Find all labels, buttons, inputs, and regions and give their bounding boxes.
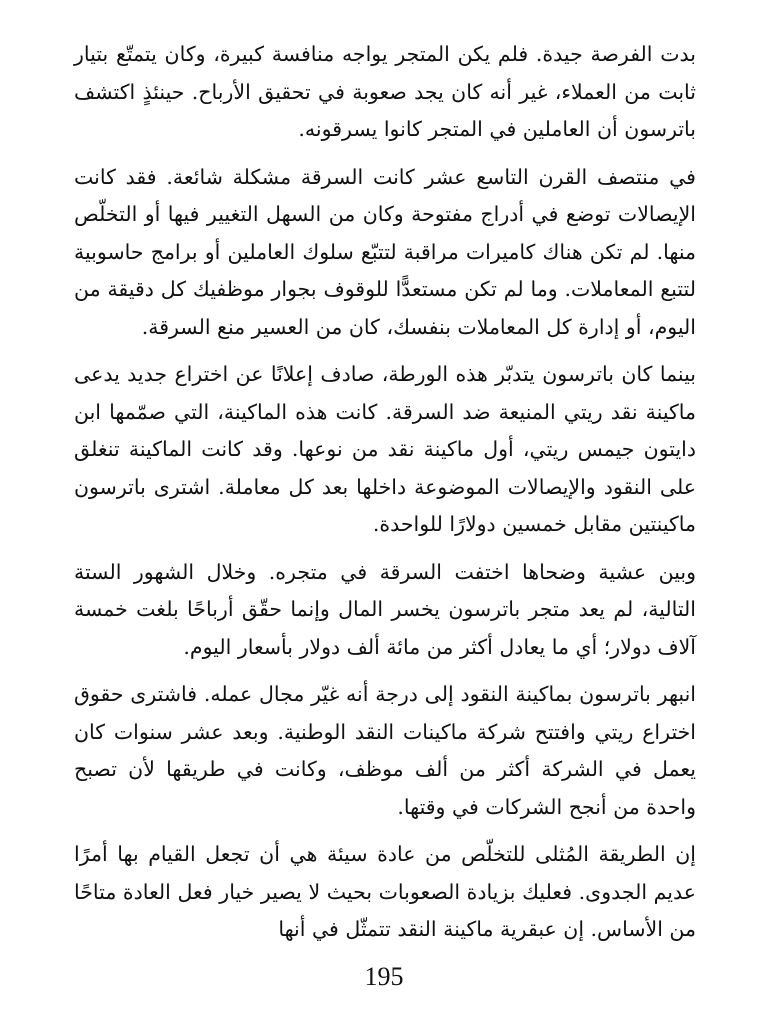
paragraph-4: وبين عشية وضحاها اختفت السرقة في متجره. وخلال الشهور الستة التالية، لم يعد متجر باترسون يخسر المال وإنما حقّق أرباحًا بلغت خمسة آلاف دولار؛ أي ما يعادل أكثر من مائة ألف دولار بأسعار اليوم. — [74, 559, 696, 659]
body-text — [74, 36, 696, 949]
paragraph-1: بدت الفرصة جيدة. فلم يكن المتجر يواجه منافسة كبيرة، وكان يتمتّع بتيار ثابت من العملاء، غير أنه كان يجد صعوبة في تحقيق الأرباح. حينئذٍ اكتشف باترسون أن العاملين في المتجر كانوا يسرقونه. — [74, 42, 696, 141]
paragraph-6: إن الطريقة المُثلى للتخلّص من عادة سيئة هي أن تجعل القيام بها أمرًا عديم الجدوى. فعليك بزيادة الصعوبات بحيث لا يصير خيار فعل العادة متاحًا من الأساس. إن عبقرية ماكينة النقد تتمثّل في أنها — [74, 842, 696, 941]
paragraph-2: في منتصف القرن التاسع عشر كانت السرقة مشكلة شائعة. فقد كانت الإيصالات توضع في أدراج مفتوحة وكان من السهل التغيير فيها أو التخلّص منها. لم تكن هناك كاميرات مراقبة لتتبّع سلوك العاملين أو برامج حاسوبية لتتبع المعاملات. وما لم تكن مستعدًّا للوقوف بجوار موظفيك كل دقيقة من اليوم، أو إدارة كل المعاملات بنفسك، كان من العسير منع السرقة. — [74, 164, 696, 339]
paragraph-3: بينما كان باترسون يتدبّر هذه الورطة، صادف إعلانًا عن اختراع جديد يدعى ماكينة نقد ريتي المنيعة ضد السرقة. كانت هذه الماكينة، التي صمّمها ابن دايتون جيمس ريتي، أول ماكينة نقد من نوعها. وقد كانت الماكينة تنغلق على النقود والإيصالات الموضوعة داخلها بعد كل معاملة. اشترى باترسون ماكينتين مقابل خمسين دولارًا للواحدة. — [74, 362, 696, 536]
page-number: 195 — [364, 962, 404, 991]
paragraph-5: انبهر باترسون بماكينة النقود إلى درجة أنه غيّر مجال عمله. فاشترى حقوق اختراع ريتي وافتتح شركة ماكينات النقد الوطنية. وبعد عشر سنوات كان يعمل في الشركة أكثر من ألف موظف، وكانت في طريقها لأن تصبح واحدة من أنجح الشركات في وقتها. — [74, 682, 696, 819]
